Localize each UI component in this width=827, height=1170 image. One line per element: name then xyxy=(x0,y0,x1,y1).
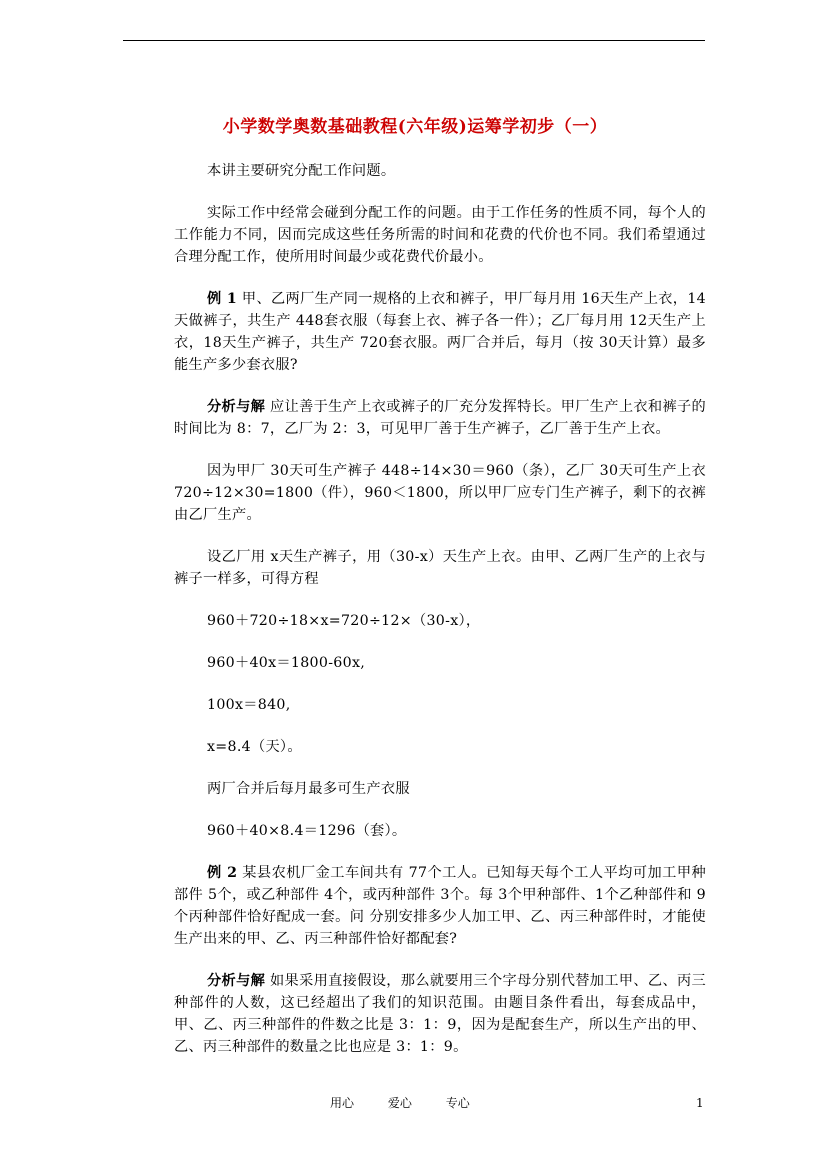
example-1 xyxy=(174,288,706,376)
analysis-1-text: 应让善于生产上衣或裤子的厂充分发挥特长。甲厂生产上衣和裤子的时间比为 8：7，乙厂为 2：3，可见甲厂善于生产裤子，乙厂善于生产上衣。 xyxy=(174,399,706,437)
page-number: 1 xyxy=(696,1096,704,1110)
equation-2: 960＋40x＝1800-60x, xyxy=(207,655,366,671)
paragraph-3: 设乙厂用 x天生产裤子，用（30-x）天生产上衣。由甲、乙两厂生产的上衣与裤子一样多，可得方程 xyxy=(174,549,706,587)
example-2-text: 某县农机厂金工车间共有 77个工人。已知每天每个工人平均可加工甲种部件 5个，或乙种部件 4个，或丙种部件 3个。每 3个甲种部件、1个乙种部件和 9个丙种部件恰好配成一套。问 分别安排多少人加工甲、乙、丙三种部件时，才能使生产出来的甲、乙、丙三种部件恰好都配套? xyxy=(174,865,706,947)
document-body xyxy=(174,160,706,1078)
paragraph-1: 实际工作中经常会碰到分配工作的问题。由于工作任务的性质不同，每个人的工作能力不同，因而完成这些任务所需的时间和花费的代价也不同。我们希望通过合理分配工作，使所用时间最少或花费代价最小。 xyxy=(174,205,706,265)
paragraph-2: 因为甲厂 30天可生产裤子 448÷14×30＝960（条），乙厂 30天可生产上衣 720÷12×30=1800（件），960＜1800，所以甲厂应专门生产裤子，剩下的衣裤由乙厂生产。 xyxy=(174,463,706,523)
equation-4: x=8.4（天）。 xyxy=(207,739,302,755)
analysis-2-text: 如果采用直接假设，那么就要用三个字母分别代替加工甲、乙、丙三种部件的人数，这已经超出了我们的知识范围。由题目条件看出，每套成品中，甲、乙、丙三种部件的件数之比是 3：1：9，因为是配套生产，所以生产出的甲、乙、丙三种部件的数量之比也应是 3：1：9。 xyxy=(174,973,706,1055)
analysis-1-label: 分析与解 xyxy=(207,399,266,415)
footer-word-1: 用心 xyxy=(330,1096,355,1110)
footer-word-3: 专心 xyxy=(445,1096,470,1110)
footer-word-2: 爱心 xyxy=(387,1096,412,1110)
equation-5: 960＋40×8.4＝1296（套）。 xyxy=(207,823,407,839)
page-title: 小学数学奥数基础教程(六年级)运筹学初步（一） xyxy=(222,117,608,137)
footer-slogan xyxy=(330,1094,500,1111)
header-rule xyxy=(123,40,705,41)
equation-1: 960＋720÷18×x=720÷12×（30-x）， xyxy=(207,613,481,629)
intro-paragraph: 本讲主要研究分配工作问题。 xyxy=(207,163,396,179)
analysis-1 xyxy=(174,396,706,440)
equation-3: 100x＝840, xyxy=(207,697,291,713)
analysis-2-label: 分析与解 xyxy=(207,973,266,989)
analysis-2 xyxy=(174,970,706,1058)
example-2 xyxy=(174,862,706,950)
example-2-label: 例 2 xyxy=(207,865,238,881)
paragraph-4: 两厂合并后每月最多可生产衣服 xyxy=(207,781,410,797)
example-1-label: 例 1 xyxy=(207,291,238,307)
example-1-text: 甲、乙两厂生产同一规格的上衣和裤子，甲厂每月用 16天生产上衣，14天做裤子，共生产 448套衣服（每套上衣、裤子各一件）；乙厂每月用 12天生产上衣，18天生产裤子，共生产 720套衣服。两厂合并后，每月（按 30天计算）最多能生产多少套衣服? xyxy=(174,291,706,373)
